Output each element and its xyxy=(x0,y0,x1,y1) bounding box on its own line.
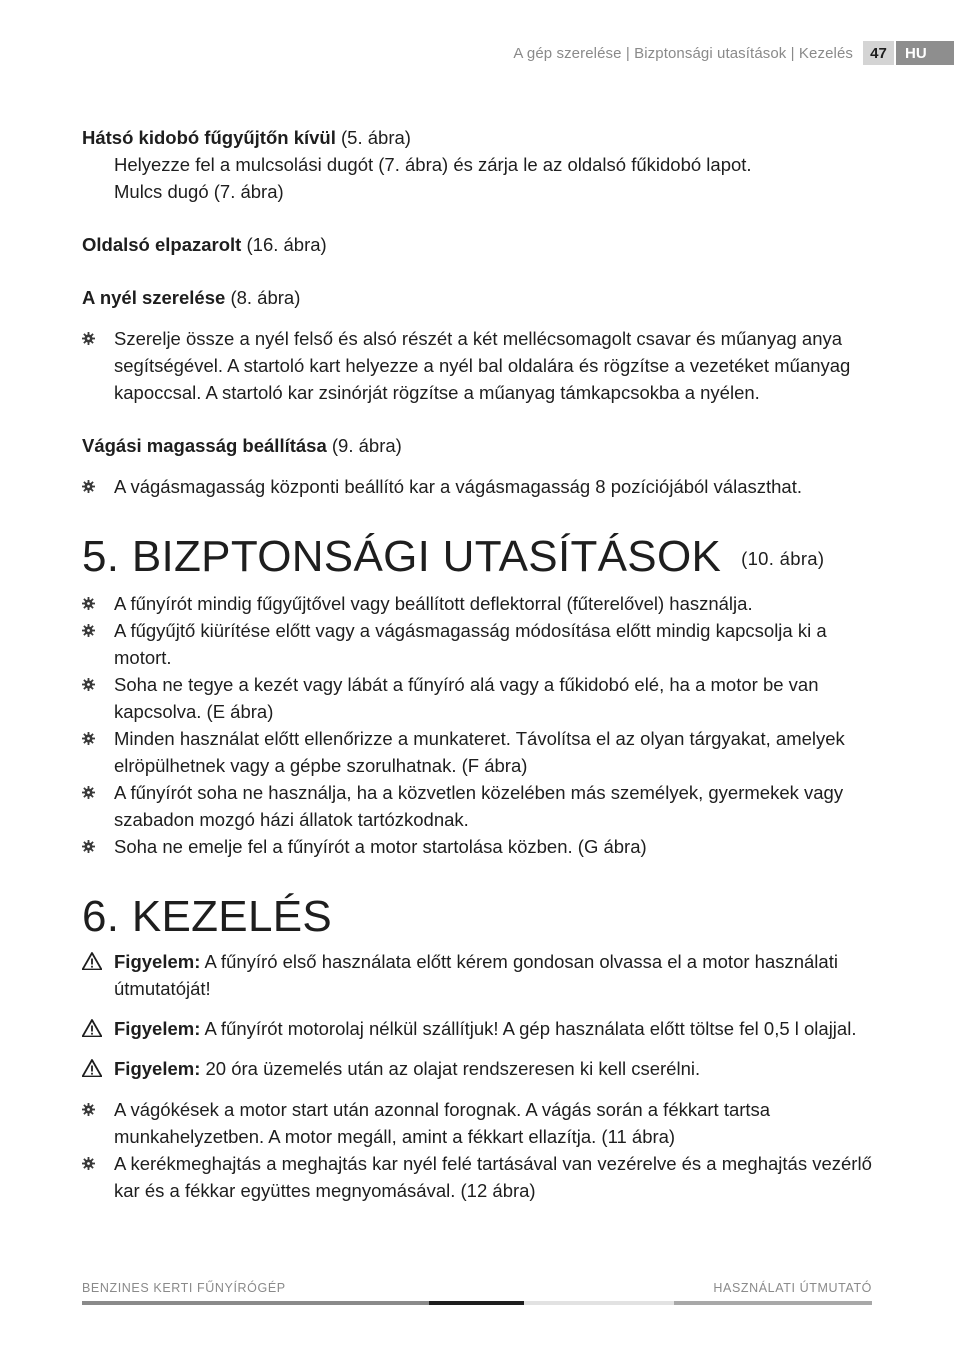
gear-bullet-icon xyxy=(82,624,95,637)
warning-triangle-icon xyxy=(82,952,102,970)
footer-bar-segment xyxy=(524,1301,674,1305)
gear-bullet-icon xyxy=(82,597,95,610)
page-header xyxy=(513,41,954,65)
list-item xyxy=(82,473,882,500)
list-item-text: A fűnyírót mindig fűgyűjtővel vagy beállított deflektorral (fűterelővel) használja. xyxy=(114,593,753,615)
list-item-text: Szerelje össze a nyél felső és alsó részét a két mellécsomagolt csavar és műanyag anya segítségével. A startoló kart helyezze a nyél bal oldalára és rögzítse a vezetéket műanyag kapoccsal. A startoló kar zsinórját rögzítse a műanyag támkapcsokba a nyélen. xyxy=(114,328,851,403)
bullet-list xyxy=(82,590,882,860)
paragraph-line: Helyezze fel a mulcsolási dugót (7. ábra) és zárja le az oldalsó fűkidobó lapot. xyxy=(114,154,752,175)
figure-ref: (5. ábra) xyxy=(341,127,411,148)
list-item xyxy=(82,779,882,833)
footer-manual-title: HASZNÁLATI ÚTMUTATÓ xyxy=(713,1281,872,1295)
subheading-title: Vágási magasság beállítása xyxy=(82,435,327,456)
section-title: 6. KEZELÉS xyxy=(82,892,333,942)
language-badge: HU xyxy=(896,41,954,65)
footer-product-name: BENZINES KERTI FŰNYÍRÓGÉP xyxy=(82,1281,286,1295)
warning-text: A fűnyírót motorolaj nélkül szállítjuk! A gép használata előtt töltse fel 0,5 l olajjal. xyxy=(200,1018,857,1040)
gear-bullet-icon xyxy=(82,480,95,493)
warning-label: Figyelem: xyxy=(114,951,201,973)
gear-bullet-icon xyxy=(82,1103,95,1116)
subheading-side-discharge xyxy=(82,231,882,258)
list-item xyxy=(82,833,882,860)
paragraph-line: Mulcs dugó (7. ábra) xyxy=(114,181,284,202)
footer-bar-segment xyxy=(674,1301,872,1305)
list-item xyxy=(82,725,882,779)
figure-ref: (10. ábra) xyxy=(741,548,825,570)
list-item xyxy=(82,671,882,725)
bullet-list xyxy=(82,473,882,500)
list-item-text: A vágásmagasság központi beállító kar a vágásmagasság 8 pozíciójából választhat. xyxy=(114,476,802,497)
list-item-text: Minden használat előtt ellenőrizze a munkateret. Távolítsa el az olyan tárgyakat, amelyek elröpülhetnek vagy a gépbe szorulhatnak. (F ábra) xyxy=(114,728,845,777)
figure-ref: (16. ábra) xyxy=(246,234,327,255)
figure-ref: (8. ábra) xyxy=(230,287,301,308)
subheading-title: A nyél szerelése xyxy=(82,287,226,308)
subheading-handle-assembly xyxy=(82,284,882,311)
gear-bullet-icon xyxy=(82,332,95,345)
section-operation xyxy=(82,890,882,1204)
gear-bullet-icon xyxy=(82,840,95,853)
list-item-text: A fűnyírót soha ne használja, ha a közvetlen közelében más személyek, gyermekek vagy szabadon mozgó házi állatok tartózkodnak. xyxy=(114,782,844,831)
bullet-list xyxy=(82,325,882,406)
footer-bar-segment xyxy=(429,1301,524,1305)
subheading-rear-bag xyxy=(82,124,882,151)
list-item-text: A kerékmeghajtás a meghajtás kar nyél felé tartásával van vezérelve és a meghajtás vezérlő kar és a fékkar együttes megnyomásával. (12 ábra) xyxy=(114,1153,872,1202)
footer-bar xyxy=(82,1301,872,1305)
gear-bullet-icon xyxy=(82,1157,95,1170)
list-item xyxy=(82,617,882,671)
header-breadcrumb: A gép szerelése | Bizptonsági utasítások | Kezelés xyxy=(513,44,853,62)
list-item xyxy=(82,1150,882,1204)
warning-triangle-icon xyxy=(82,1019,102,1037)
list-item-text: A fűgyűjtő kiürítése előtt vagy a vágásmagasság módosítása előtt mindig kapcsolja ki a motort. xyxy=(114,620,827,669)
list-item xyxy=(82,590,882,617)
footer-bar-segment xyxy=(82,1301,429,1305)
warning-label: Figyelem: xyxy=(114,1058,201,1080)
subheading-title: Oldalsó elpazarolt xyxy=(82,234,242,255)
gear-bullet-icon xyxy=(82,732,95,745)
subheading-cutting-height xyxy=(82,432,882,459)
warning-text: 20 óra üzemelés után az olajat rendszeresen ki kell cserélni. xyxy=(200,1058,701,1080)
warning-note xyxy=(82,1055,882,1082)
list-item-text: Soha ne emelje fel a fűnyírót a motor startolása közben. (G ábra) xyxy=(114,836,647,858)
list-item xyxy=(82,325,882,406)
subheading-title: Hátsó kidobó fűgyűjtőn kívül xyxy=(82,127,336,148)
list-item-text: Soha ne tegye a kezét vagy lábát a fűnyíró alá vagy a fűkidobó elé, ha a motor be van kapcsolva. (E ábra) xyxy=(114,674,819,723)
page-content xyxy=(82,124,882,1204)
list-item-text: A vágókések a motor start után azonnal forognak. A vágás során a fékkart tartsa munkahelyzetben. A motor megáll, amint a fékkart ellazítja. (11 ábra) xyxy=(114,1099,771,1148)
gear-bullet-icon xyxy=(82,786,95,799)
gear-bullet-icon xyxy=(82,678,95,691)
warning-triangle-icon xyxy=(82,1059,102,1077)
section-title-text: 5. BIZPTONSÁGI UTASÍTÁSOK xyxy=(82,532,722,581)
list-item xyxy=(82,1096,882,1150)
page-number: 47 xyxy=(863,41,894,65)
section-safety xyxy=(82,530,882,860)
warning-note xyxy=(82,948,882,1002)
bullet-list xyxy=(82,1096,882,1204)
warning-text: A fűnyíró első használata előtt kérem gondosan olvassa el a motor használati útmutatóját! xyxy=(114,951,838,1000)
figure-ref: (9. ábra) xyxy=(331,435,402,456)
warning-label: Figyelem: xyxy=(114,1018,201,1040)
section-title xyxy=(82,530,882,586)
warning-note xyxy=(82,1015,882,1042)
